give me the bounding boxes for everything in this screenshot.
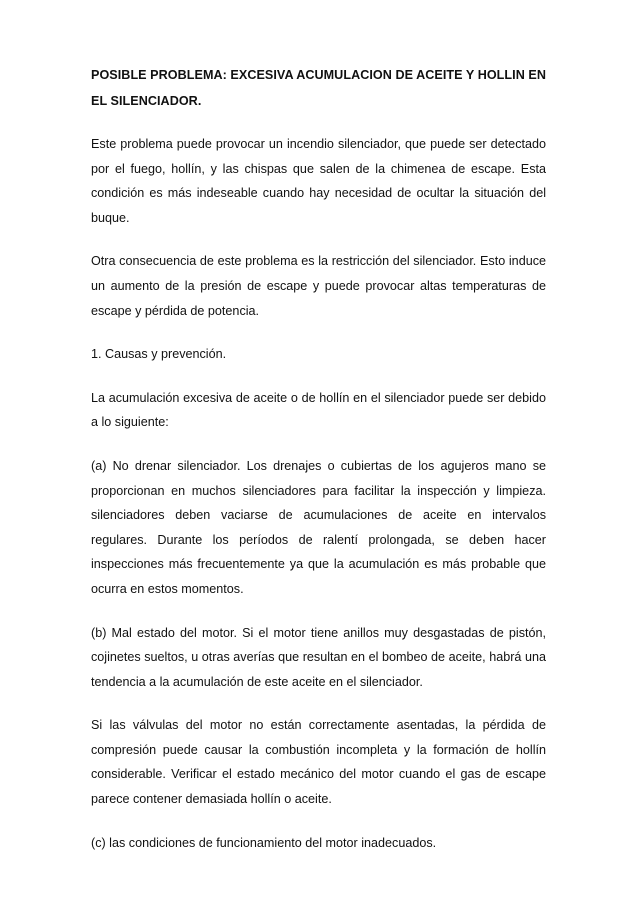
paragraph-fire-risk: Este problema puede provocar un incendio silenciador, que puede ser detectado por el fuego, hollín, y las chispas que salen de la chimenea de escape. Esta condición es más indeseable cuando hay necesidad de ocultar la situación del buque. (91, 137, 546, 225)
paragraph-restriction: Otra consecuencia de este problema es la restricción del silenciador. Esto induce un aumento de la presión de escape y puede provocar altas temperaturas de escape y pérdida de potencia. (91, 254, 546, 318)
document-page (91, 62, 546, 855)
document-title: POSIBLE PROBLEMA: EXCESIVA ACUMULACION DE ACEITE Y HOLLIN EN EL SILENCIADOR. (91, 68, 547, 108)
spacer (91, 230, 546, 249)
paragraph-causes-intro: La acumulación excesiva de aceite o de hollín en el silenciador puede ser debido a lo siguiente: (91, 390, 546, 430)
spacer (91, 114, 546, 132)
spacer (91, 367, 546, 386)
section-heading-causes: 1. Causas y prevención. (91, 347, 227, 362)
spacer (91, 435, 546, 454)
paragraph-cause-b: (b) Mal estado del motor. Si el motor tiene anillos muy desgastadas de pistón, cojinetes sueltos, u otras averías que resultan en el bombeo de aceite, habrá una tendencia a la acumulación de este aceite en el silenciador. (91, 625, 546, 689)
spacer (91, 323, 546, 342)
spacer (91, 812, 546, 831)
paragraph-valves: Si las válvulas del motor no están correctamente asentadas, la pérdida de compresión puede causar la combustión incompleta y la formación de hollín considerable. Verificar el estado mecánico del motor cuando el gas de escape parece contener demasiada hollín o aceite. (91, 718, 546, 807)
spacer (91, 602, 546, 621)
paragraph-cause-a: (a) No drenar silenciador. Los drenajes o cubiertas de los agujeros mano se proporcionan en muchos silenciadores para facilitar la inspección y limpieza. silenciadores deben vaciarse de acumulaciones de aceite en intervalos regulares. Durante los períodos de ralentí prolongada, se deben hacer inspecciones más frecuentemente ya que la acumulación es más probable que ocurra en estos momentos. (91, 458, 546, 596)
paragraph-cause-c: (c) las condiciones de funcionamiento del motor inadecuados. (91, 835, 437, 850)
spacer (91, 694, 546, 713)
